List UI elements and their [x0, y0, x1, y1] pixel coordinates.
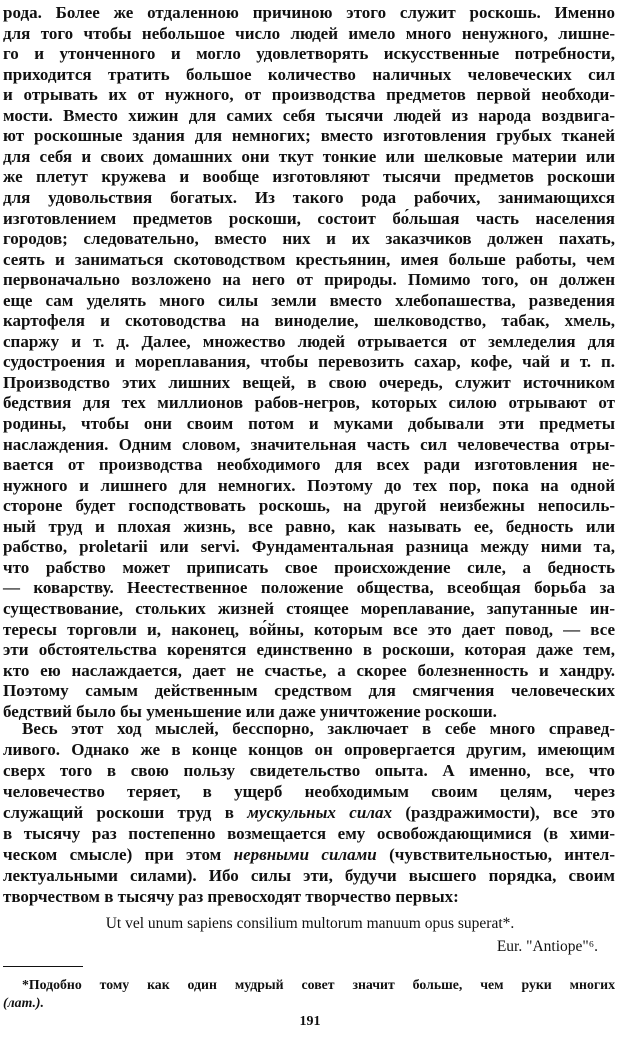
epigraph-attribution: Eur. "Antiope"⁶.	[496, 938, 598, 955]
text-line: для того чтобы небольшое число людей имело много ненужного, лишне-	[3, 23, 615, 43]
text-line: рабство, proletarii или servi. Фундаментальная разница между ними та,	[3, 537, 615, 557]
text-fragment: (раздражимости), все это	[392, 803, 615, 822]
text-line: существование, стольких жизней стоящее мореплавание, запутанные ин-	[3, 598, 615, 618]
text-line: спаржу и т. д. Далее, множество людей отрывается от земледелия для	[3, 331, 615, 351]
text-line: в тысячу раз постепенно возмещается ему освобождающимися (в хими-	[3, 824, 615, 843]
text-line: эти обстоятельства коренятся единственно в роскоши, которая даже тем,	[3, 640, 615, 660]
text-line: еще сам уделять много силы земли вместо хлебопашества, разведения	[3, 290, 615, 310]
footnote-line: (лат.).	[3, 995, 44, 1010]
text-line: человечество теряет, в ущерб необходимым своим целям, через	[3, 782, 615, 801]
text-line: стороне будет господствовать роскошь, на другой неизбежны непосиль-	[3, 496, 615, 516]
text-line	[3, 803, 615, 824]
text-line: нужного и лишнего для немногих. Поэтому до тех пор, пока на одной	[3, 475, 615, 495]
text-line: же плетут кружева и вообще изготовляют тысячи предметов роскоши	[3, 167, 615, 187]
text-line: родины, чтобы они своим потом и муками добывали эти предметы	[3, 414, 615, 433]
text-line: лектуальными силами). Ибо силы эти, будучи высшего порядка, своим	[3, 866, 615, 885]
text-line: мости. Вместо хижин для самих себя тысячи людей из народа воздвига-	[3, 105, 615, 125]
text-line: изготовлением предметов роскоши, состоит бо́льшая часть населения	[3, 208, 615, 228]
text-line: Весь этот ход мыслей, бесспорно, заключает в себе много справед-	[22, 719, 615, 738]
text-fragment: служащий роскоши труд в	[3, 803, 248, 822]
text-line: го и утонченного и могло удовлетворять искусственные потребности,	[3, 44, 615, 64]
text-line: сеять и заниматься скотоводством крестьянин, имея больше работы, чем	[3, 249, 615, 269]
text-line: судостроения и мореплавания, чтобы перевозить сахар, кофе, чай и т. п.	[3, 352, 615, 372]
text-line: городов; следовательно, вместо них и их заказчиков должен пахать,	[3, 229, 615, 249]
text-line: бедствий было бы уменьшение или даже уничтожение роскоши.	[3, 701, 497, 721]
text-line: ный труд и плохая жизнь, все равно, как называть ее, бедность или	[3, 516, 615, 536]
text-line: что рабство может приписать свое происхождение силе, а бедность	[3, 557, 615, 577]
text-line: наслаждения. Одним словом, значительная часть сил человечества отры-	[3, 434, 615, 454]
text-line: тересы торговли и, наконец, во́йны, которым все это дает повод, — все	[3, 619, 615, 639]
epigraph: Ut vel unum sapiens consilium multorum manuum opus superat*.	[105, 915, 515, 932]
text-line: ют роскошные здания для немногих; вместо изготовления грубых тканей	[3, 126, 615, 146]
text-line: Производство этих лишних вещей, в свою очередь, служит источником	[3, 372, 615, 392]
text-fragment: ческом смысле) при этом	[3, 845, 234, 864]
text-line: и отрывать их от нужного, от производства предметов первой необходи-	[3, 85, 615, 105]
text-line: сверх того в свою пользу свидетельство опыта. А именно, все, что	[3, 761, 615, 780]
text-fragment: (чувствительностью, интел-	[376, 845, 615, 864]
text-line: вается от производства необходимого для всех ради изготовления не-	[3, 455, 615, 475]
text-line: для удовольствия богатых. Из такого рода рабочих, занимающихся	[3, 187, 615, 207]
text-line: рода. Более же отдаленною причиною этого служит роскошь. Именно	[3, 3, 615, 22]
text-line: первоначально возложено на него от природы. Помимо того, он должен	[3, 270, 615, 290]
text-line: кто ею наслаждается, дает не счастье, а скорее болезненность и хандру.	[3, 660, 615, 680]
page-number: 191	[299, 1014, 321, 1029]
italic-term: мускульных силах	[247, 803, 392, 822]
text-line: ливого. Однако же в конце концов он опровергается другим, имеющим	[3, 740, 615, 759]
text-line: приходится тратить большое количество наличных человеческих сил	[3, 64, 615, 84]
text-line	[3, 845, 615, 866]
text-line: Поэтому самым действенным средством для смягчения человеческих	[3, 681, 615, 701]
footnote-divider	[3, 966, 83, 967]
text-line: картофеля и скотоводства на виноделие, шелководство, табак, хмель,	[3, 311, 615, 331]
italic-term: нервными силами	[233, 845, 377, 864]
text-line: бедствия для тех миллионов рабов-негров, которых силою отрывают от	[3, 393, 615, 413]
footnote-line: *Подобно тому как один мудрый совет значит больше, чем руки многих	[22, 977, 615, 992]
text-line: творчеством в тысячу раз превосходят творчество первых:	[3, 887, 459, 906]
text-line: — коварству. Неестественное положение общества, всеобщая борьба за	[3, 578, 615, 598]
text-line: для себя и своих домашних они ткут тонкие или шелковые материи или	[3, 146, 615, 166]
